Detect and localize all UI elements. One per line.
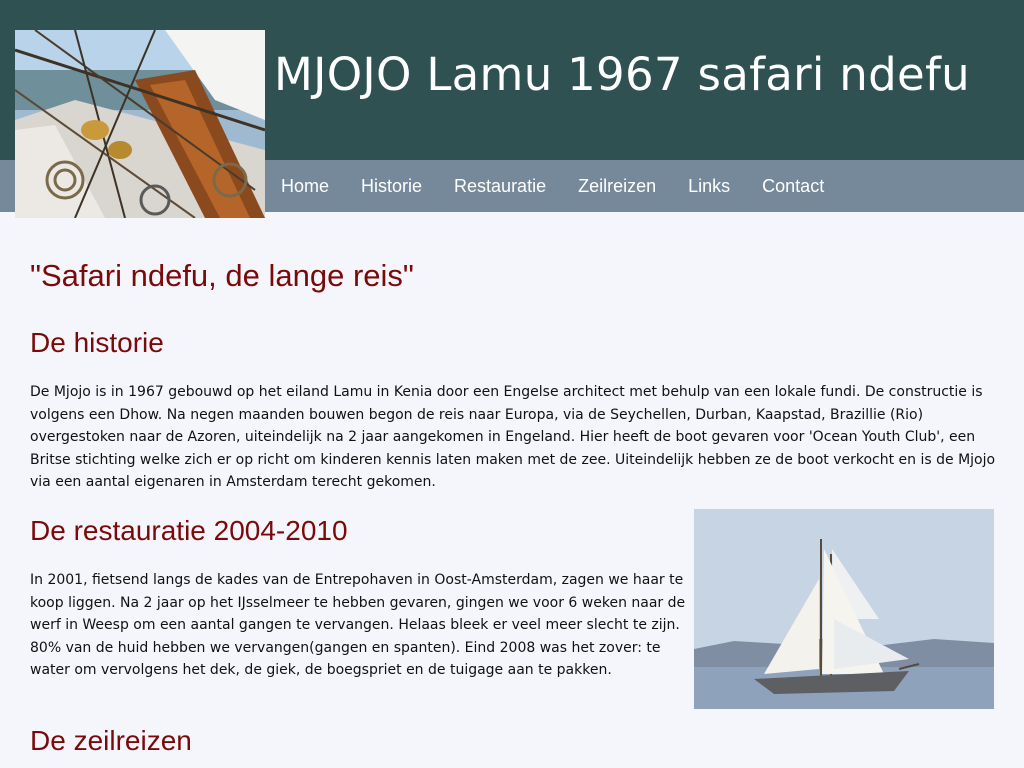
site-title: MJOJO Lamu 1967 safari ndefu [274, 48, 970, 101]
sailboat-photo [694, 509, 994, 709]
section-heading-zeilreizen: De zeilreizen [30, 725, 192, 756]
section-heading-historie: De historie [30, 327, 164, 358]
header-photo-rigging [15, 30, 265, 218]
section-text-historie: De Mjojo is in 1967 gebouwd op het eiland Lamu in Kenia door een Engelse architect met behulp van een lokale fundi. De constructie is volgens een Dhow. Na negen maanden bouwen begon de reis naar Europa, via de Seychellen, Durban, Kaapstad, Brazillie (Rio) overgestoken naar de Azoren, uiteindelijk na 2 jaar aangekomen in Engeland. Hier heeft de boot gevaren voor 'Ocean Youth Club', een Britse stichting welke zich er op richt om kinderen kennis laten maken met de zee. Uiteindelijk hebben ze de boot verkocht en is de Mjojo via een aantal eigenaren in Amsterdam terecht gekomen. [30, 384, 996, 491]
nav-home[interactable]: Home [281, 175, 330, 196]
nav-zeilreizen[interactable]: Zeilreizen [578, 175, 657, 196]
nav-links[interactable]: Links [688, 175, 731, 196]
main-nav [281, 160, 856, 212]
main-content [30, 258, 994, 294]
section-heading-restauratie: De restauratie 2004-2010 [30, 515, 348, 546]
section-text-restauratie: In 2001, fietsend langs de kades van de Entrepohaven in Oost-Amsterdam, zagen we haar te koop liggen. Na 2 jaar op het IJsselmeer te hebben gevaren, gingen we voor 6 weken naar de werf in Weesp om een aantal gangen te vervangen. Helaas bleek er veel meer slecht te zijn. 80% van de huid hebben we vervangen(gangen en spanten). Eind 2008 was het zover: te water om vervolgens het dek, de giek, de boegspriet en de tuigage aan te pakken. [30, 572, 686, 679]
nav-contact[interactable]: Contact [762, 175, 825, 196]
nav-restauratie[interactable]: Restauratie [454, 175, 547, 196]
nav-historie[interactable]: Historie [361, 175, 423, 196]
page-heading: "Safari ndefu, de lange reis" [30, 258, 414, 293]
